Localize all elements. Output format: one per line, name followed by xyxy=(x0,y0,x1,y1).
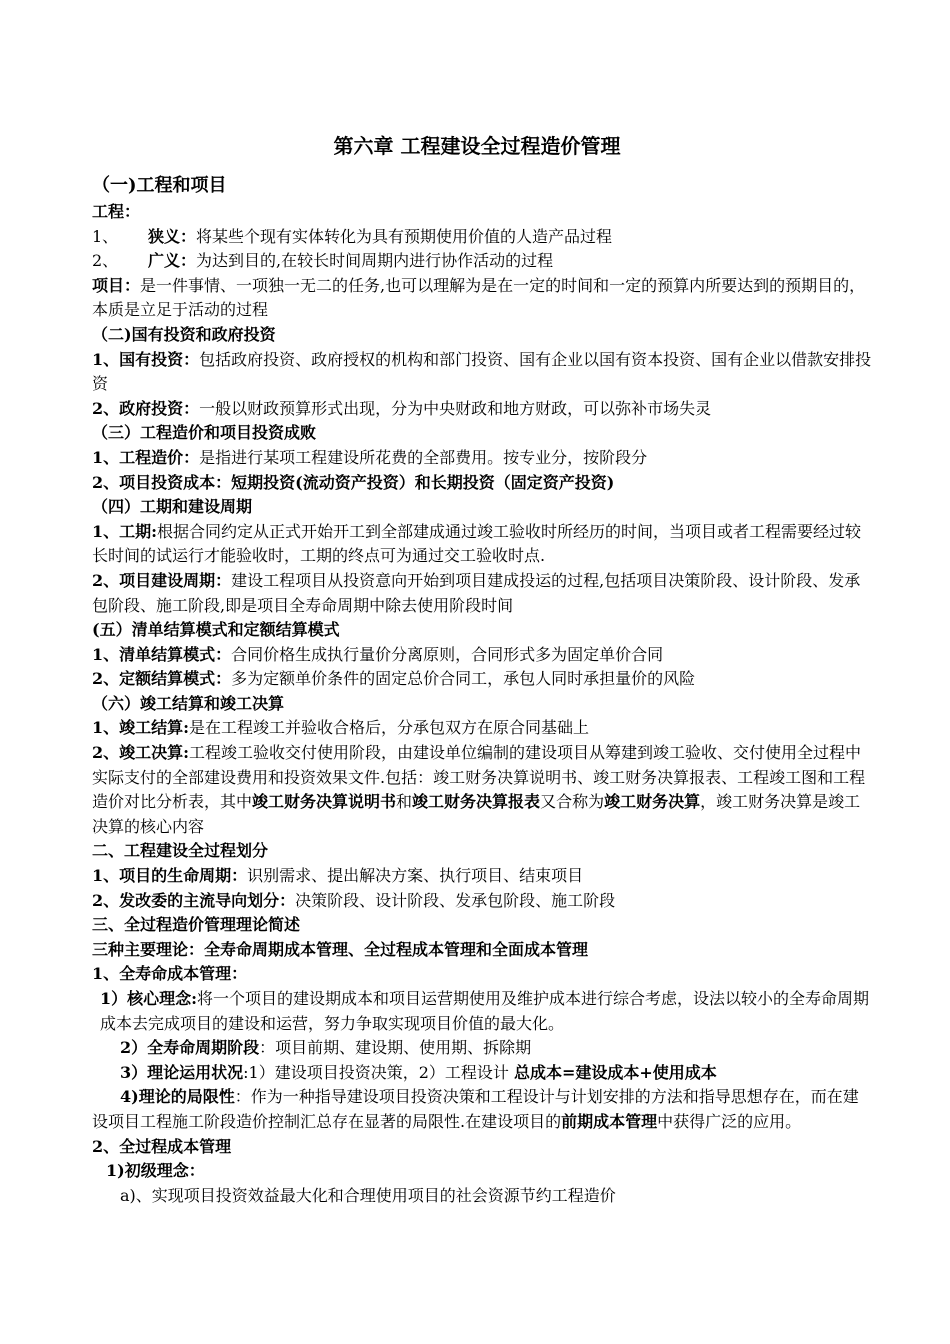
definition: ：作为一种指导建设项目投资决策和工程设计与计划安排的方法和指导思想存在，而在建设项目工程施工阶段造价控制汇总存在显著的局限性.在建设项目的 xyxy=(92,1087,859,1131)
definition: 是在工程竣工并验收合格后，分承包双方在原合同基础上 xyxy=(189,718,590,738)
term: 4)理论的局限性 xyxy=(120,1087,235,1107)
term: 1、清单结算模式： xyxy=(92,644,232,664)
paragraph: 2、项目投资成本：短期投资(流动资产投资）和长期投资（固定资产投资) xyxy=(92,472,615,492)
paragraph xyxy=(92,1085,872,1134)
list-item xyxy=(92,225,872,250)
list-number: 1、 xyxy=(92,226,119,246)
term: 3）理论运用状况 xyxy=(120,1062,244,1082)
term: 2、定额结算模式： xyxy=(92,669,232,689)
definition: 是一件事情、一项独一无二的任务,也可以理解为是在一定的时间和一定的预算内所要达到的预期目的，本质是立足于活动的过程 xyxy=(92,275,866,320)
definition: 将一个项目的建设期成本和项目运营期使用及维护成本进行综合考虑，设法以较小的全寿命周期成本去完成项目的建设和运营，努力争取实现项目价值的最大化。 xyxy=(100,989,870,1033)
section-heading: （三）工程造价和项目投资成败 xyxy=(92,423,317,443)
term: 1、工程造价： xyxy=(92,447,200,467)
subsection-heading: 1、全寿命成本管理： xyxy=(92,964,248,984)
section-heading: （二)国有投资和政府投资 xyxy=(92,324,276,344)
emphasis: 竣工财务决算说明书 xyxy=(252,792,397,812)
term: 2）全寿命周期阶段 xyxy=(120,1038,260,1058)
definition: 一般以财政预算形式出现，分为中央财政和地方财政，可以弥补市场失灵 xyxy=(199,398,712,418)
definition: ：项目前期、建设期、使用期、拆除期 xyxy=(259,1038,532,1058)
paragraph xyxy=(92,1036,872,1061)
paragraph xyxy=(92,569,872,618)
term: 项目： xyxy=(92,275,141,295)
term: 2、项目建设周期： xyxy=(92,570,232,590)
part-heading: 三、全过程造价管理理论简述 xyxy=(92,915,301,935)
paragraph xyxy=(92,643,872,668)
definition: 为达到目的,在较长时间周期内进行协作活动的过程 xyxy=(196,251,554,271)
definition: ，竣工财务决算是竣工决算的核心内容 xyxy=(92,792,861,836)
definition: 包括政府投资、政府授权的机构和部门投资、国有企业以国有资本投资、国有企业以借款安排投资 xyxy=(92,349,872,394)
paragraph xyxy=(92,667,872,692)
emphasis: 竣工财务决算 xyxy=(604,792,701,812)
term: 1）核心理念: xyxy=(100,989,198,1008)
definition: 是指进行某项工程建设所花费的全部费用。按专业分，按阶段分 xyxy=(199,447,648,467)
paragraph xyxy=(92,446,872,471)
paragraph xyxy=(92,716,872,741)
paragraph xyxy=(92,864,872,889)
definition: 工程竣工验收交付使用阶段，由建设单位编制的建设项目从筹建到竣工验收、交付使用全过程中实际支付的全部建设费用和投资效果文件.包括：竣工财务决算说明书、竣工财务决算报表、工程竣工图和工程造价对比分析表，其中 xyxy=(92,743,866,812)
term: 1、国有投资： xyxy=(92,349,200,369)
term: 1、项目的生命周期： xyxy=(92,866,248,886)
section-heading: （六）竣工结算和竣工决算 xyxy=(92,693,285,713)
definition: 合同价格生成执行量价分离原则，合同形式多为固定单价合同 xyxy=(231,644,664,664)
paragraph xyxy=(92,1061,872,1086)
paragraph-label: 1)初级理念： xyxy=(106,1161,205,1181)
formula: 总成本=建设成本+使用成本 xyxy=(513,1062,717,1082)
page-title: 第六章 工程建设全过程造价管理 xyxy=(333,134,621,158)
section-heading: (五）清单结算模式和定额结算模式 xyxy=(92,620,340,640)
emphasis: 竣工财务决算报表 xyxy=(412,792,541,812)
paragraph xyxy=(92,520,872,569)
list-number: 2、 xyxy=(92,251,119,271)
term: 2、政府投资： xyxy=(92,398,200,418)
paragraph xyxy=(92,889,872,914)
document-page xyxy=(92,130,872,1208)
definition: 根据合同约定从正式开始开工到全部建成通过竣工验收时所经历的时间，当项目或者工程需要经过较长时间的试运行才能验收时，工期的终点可为通过交工验收时点. xyxy=(92,521,862,566)
paragraph: 三种主要理论：全寿命周期成本管理、全过程成本管理和全面成本管理 xyxy=(92,939,589,959)
paragraph xyxy=(92,397,872,422)
paragraph-label: 工程： xyxy=(92,202,141,221)
list-item xyxy=(92,249,872,274)
term: 1、工期: xyxy=(92,521,158,541)
paragraph xyxy=(92,348,872,397)
paragraph xyxy=(92,741,872,839)
subsection-heading: 2、全过程成本管理 xyxy=(92,1136,232,1156)
emphasis: 前期成本管理 xyxy=(561,1111,658,1131)
term: 狭义： xyxy=(148,226,197,246)
definition: 识别需求、提出解决方案、执行项目、结束项目 xyxy=(247,866,584,886)
paragraph: a)、实现项目投资效益最大化和合理使用项目的社会资源节约工程造价 xyxy=(120,1185,616,1205)
term: 1、竣工结算: xyxy=(92,718,190,738)
definition: :1）建设项目投资决策，2）工程设计 xyxy=(243,1062,514,1082)
connector-text: 又合称为 xyxy=(540,792,605,812)
paragraph xyxy=(92,987,872,1036)
term: 2、发改委的主流导向划分： xyxy=(92,890,296,910)
definition: 建设工程项目从投资意向开始到项目建成投运的过程,包括项目决策阶段、设计阶段、发承包阶段、施工阶段,即是项目全寿命周期中除去使用阶段时间 xyxy=(92,570,861,615)
connector-text: 和 xyxy=(396,792,413,812)
definition: 决策阶段、设计阶段、发承包阶段、施工阶段 xyxy=(295,890,616,910)
definition: 中获得广泛的应用。 xyxy=(657,1111,802,1131)
definition: 多为定额单价条件的固定总价合同工，承包人同时承担量价的风险 xyxy=(231,669,696,689)
section-heading: （四）工期和建设周期 xyxy=(92,497,253,517)
term: 广义： xyxy=(148,251,197,271)
definition: 将某些个现有实体转化为具有预期使用价值的人造产品过程 xyxy=(196,226,613,246)
section-heading: （一)工程和项目 xyxy=(92,175,227,196)
paragraph xyxy=(92,274,872,323)
part-heading: 二、工程建设全过程划分 xyxy=(92,841,269,861)
term: 2、竣工决算: xyxy=(92,743,190,763)
